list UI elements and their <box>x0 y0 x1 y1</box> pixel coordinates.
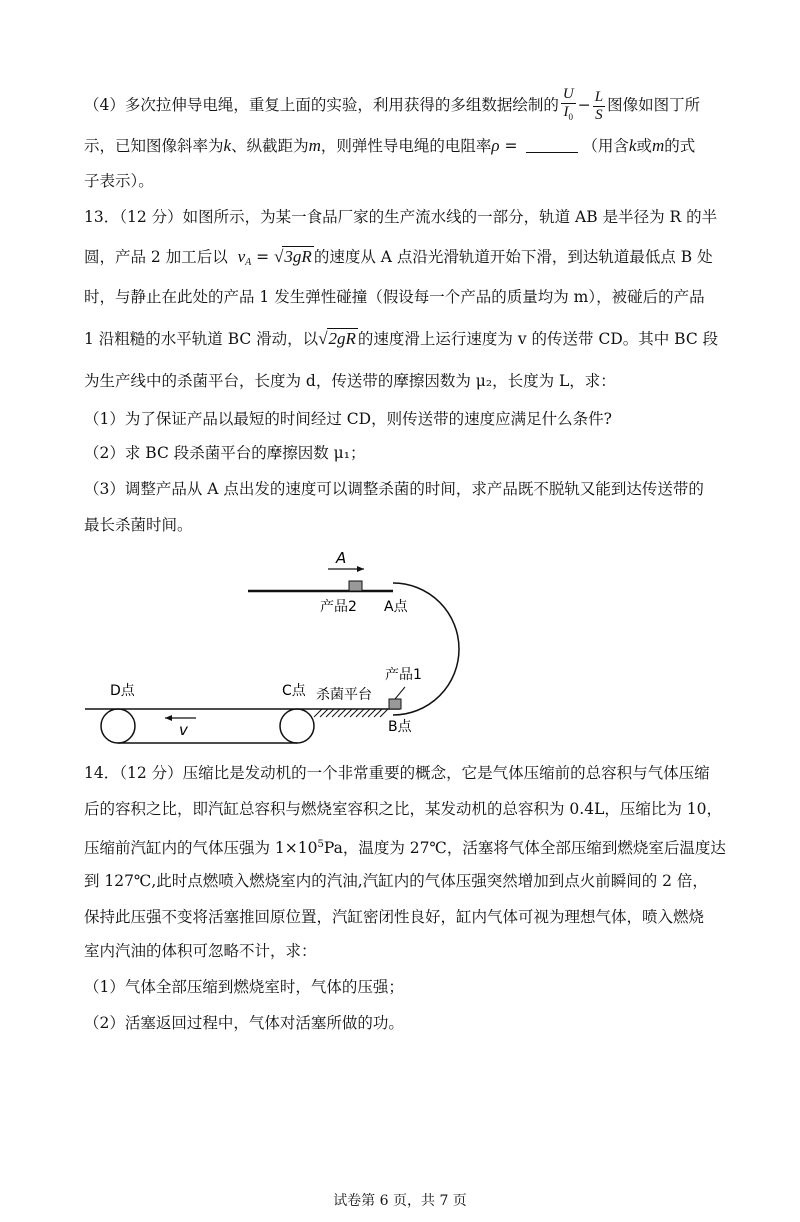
arrow-label-a: A <box>336 549 347 567</box>
q12-part4-line1: （4）多次拉伸导电绳，重复上面的实验，利用获得的多组数据绘制的 $\frac{U}{I_0}$ − $\frac{L}{S}$ 图像如图丁所 <box>84 86 700 126</box>
q12-part4-line2: 示，已知图像斜率为k、纵截距为m，则弹性导电绳的电阻率ρ = （用含k或m的式 <box>84 136 696 155</box>
label-platform: 杀菌平台 <box>316 687 372 703</box>
belt-velocity-label: v <box>179 721 188 739</box>
product-1-pointer <box>395 687 405 699</box>
q14-line6: 室内汽油的体积可忽略不计，求： <box>84 942 317 960</box>
answer-blank <box>526 138 578 153</box>
label-product-1: 产品1 <box>385 667 422 683</box>
q13-part3-line1: （3）调整产品从 A 点出发的速度可以调整杀菌的时间，求产品既不脱轨又能到达传送带的 <box>84 480 704 498</box>
product-1-block <box>389 699 401 709</box>
label-point-a: A点 <box>384 599 408 615</box>
q14-line5: 保持此压强不变将活塞推回原位置，汽缸密闭性良好，缸内气体可视为理想气体，喷入燃烧 <box>84 908 705 926</box>
q14-line2: 后的容积之比，即汽缸总容积与燃烧室容积之比，某发动机的总容积为 0.4L，压缩比为 10， <box>84 800 723 818</box>
q13-line3: 时，与静止在此处的产品 1 发生弹性碰撞（假设每一个产品的质量均为 m），被碰后的产品 <box>84 288 705 306</box>
sqrt-3gR: √3gR <box>274 247 312 266</box>
page-footer: 试卷第 6 页，共 7 页 <box>333 1193 467 1209</box>
fraction-u-over-i0: $\frac{U}{I_0}$ <box>562 86 574 122</box>
q14-line1: 14．（12 分）压缩比是发动机的一个非常重要的概念，它是气体压缩前的总容积与气体压缩 <box>84 764 710 782</box>
q13-part3-line2: 最长杀菌时间。 <box>84 516 193 534</box>
belt-arrow-head <box>165 715 172 721</box>
q14-line3: 压缩前汽缸内的气体压强为 $1\times 10^5Pa$，温度为 27℃，活塞将气体全部压缩到燃烧室后温度达 <box>84 839 726 857</box>
production-line-figure <box>0 545 800 745</box>
q14-part1: （1）气体全部压缩到燃烧室时，气体的压强； <box>84 978 404 996</box>
sqrt-2gR: √2gR <box>318 329 356 348</box>
q13-line5: 为生产线中的杀菌平台，长度为 d，传送带的摩擦因数为 μ₂，长度为 L，求： <box>84 372 616 390</box>
product-2-block <box>349 581 362 591</box>
q12-part4-line3: 子表示）。 <box>84 172 154 190</box>
q13-line2: 圆，产品 2 加工后以 $v_A = √3gR$ 的速度从 A 点沿光滑轨道开始下滑，到达轨道最低点 B 处 <box>84 247 713 268</box>
belt-roller-c <box>280 709 314 743</box>
belt-roller-d <box>101 709 135 743</box>
arrow-head <box>357 566 364 572</box>
q13-line4: 1 沿粗糙的水平轨道 BC 滑动，以√2gR 的速度滑上运行速度为 v 的传送带 CD。其中 BC 段 <box>84 329 719 348</box>
q13-part1: （1）为了保证产品以最短的时间经过 CD，则传送带的速度应满足什么条件? <box>84 410 612 428</box>
q13-part2: （2）求 BC 段杀菌平台的摩擦因数 μ₁； <box>84 444 366 462</box>
q14-line4: 到 127℃,此时点燃喷入燃烧室内的汽油,汽缸内的气体压强突然增加到点火前瞬间的 2 倍， <box>84 872 708 890</box>
label-point-c: C点 <box>282 683 306 699</box>
hatched-platform <box>314 709 388 717</box>
label-point-b: B点 <box>388 719 412 735</box>
label-product-2: 产品2 <box>320 599 357 615</box>
fraction-l-over-s: $\frac{L}{S}$ <box>594 88 604 123</box>
q14-part2: （2）活塞返回过程中，气体对活塞所做的功。 <box>84 1014 404 1032</box>
q13-line1: 13．（12 分）如图所示，为某一食品厂家的生产流水线的一部分，轨道 AB 是半径为 R 的半 <box>84 208 718 226</box>
label-point-d: D点 <box>110 683 135 699</box>
